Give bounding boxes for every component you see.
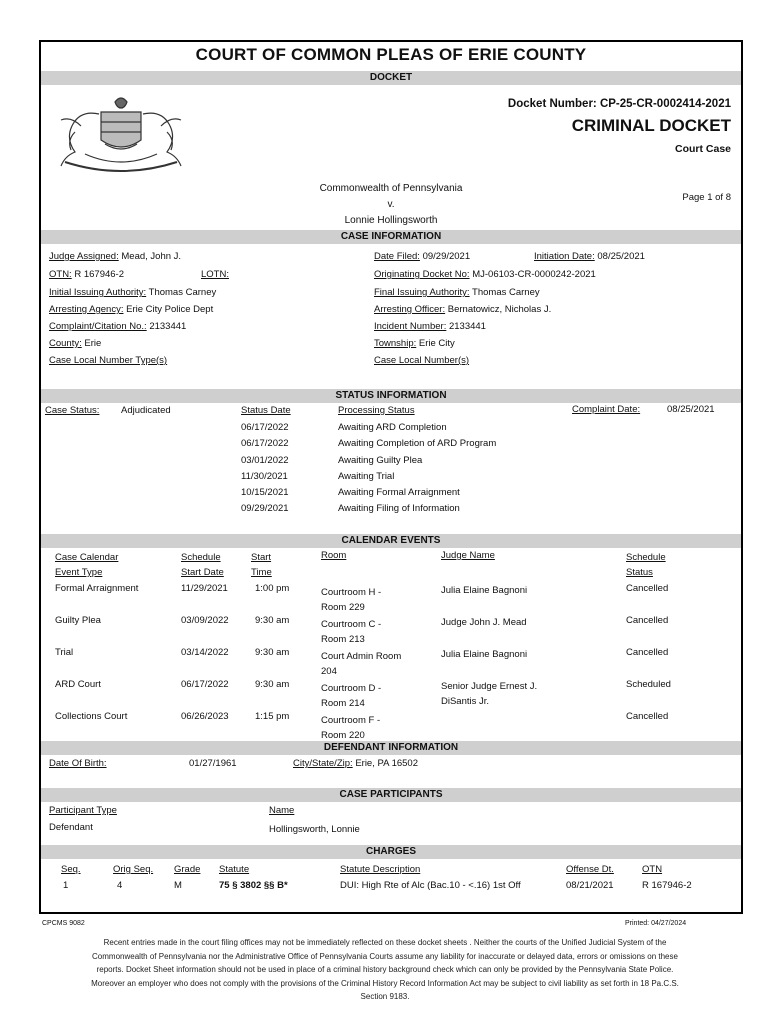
participant-name: Hollingsworth, Lonnie (269, 824, 360, 835)
final-issuing-authority: Final Issuing Authority: Thomas Carney (374, 287, 540, 298)
charges-bar: CHARGES (41, 845, 741, 859)
case-status-value: Adjudicated (121, 405, 171, 416)
initial-issuing-authority: Initial Issuing Authority: Thomas Carney (49, 287, 217, 298)
case-information-bar: CASE INFORMATION (41, 230, 741, 244)
defendant-information-bar: DEFENDANT INFORMATION (41, 741, 741, 755)
city-state-zip: City/State/Zip: Erie, PA 16502 (293, 758, 418, 769)
docket-number: Docket Number: CP-25-CR-0002414-2021 (507, 98, 731, 110)
start-time-header: Start Time (251, 552, 272, 578)
participant-type: Defendant (49, 822, 93, 833)
disclaimer: Recent entries made in the court filing offices may not be immediately reflected on these docket sheets . Neither the courts of the Unified Judicial System of the Commonwealth of Pennsylvania nor the Administrative Office of Pennsylvania Courts assume any liability for inaccurate or delayed data, errors or omissions on these reports. Docket Sheet information should not be used in place of a criminal history background check which can only be provided by the Pennsylvania State Police. Moreover an employer who does not comply with the provisions of the Criminal History Record Information Act may be subject to civil liability as set forth in 18 Pa.C.S. Section 9183. (91, 938, 679, 1001)
otn: OTN: R 167946-2 (49, 269, 124, 280)
schedule-status-header: Schedule Status (626, 552, 666, 578)
dob-value: 01/27/1961 (189, 758, 237, 769)
incident-number: Incident Number: 2133441 (374, 321, 486, 332)
county: County: Erie (49, 338, 102, 349)
lotn: LOTN: (201, 269, 229, 280)
case-local-numbers: Case Local Number(s) (374, 355, 470, 366)
status-date: 09/29/2021 (241, 503, 289, 515)
case-status: Case Status: (45, 405, 100, 416)
case-kind: Court Case (674, 143, 731, 155)
docket-type: CRIMINAL DOCKET (571, 116, 731, 135)
status-date: 10/15/2021 (241, 487, 289, 499)
charge-grade: M (174, 880, 182, 891)
page-number: Page 1 of 8 (682, 192, 731, 203)
processing-status: Awaiting ARD Completion (338, 422, 447, 433)
court-title: COURT OF COMMON PLEAS OF ERIE COUNTY (195, 45, 587, 64)
judge-name-header: Judge Name (441, 550, 495, 561)
processing-status: Awaiting Formal Arraignment (338, 487, 460, 499)
charge-seq-header: Seq. (61, 864, 81, 875)
charge-statute: 75 § 3802 §§ B* (219, 880, 288, 891)
charge-statute-header: Statute (219, 864, 250, 875)
event-type-header: Case Calendar Event Type (55, 552, 119, 578)
docket-frame: COURT OF COMMON PLEAS OF ERIE COUNTY DOCKET Docket Number: CP-25-CR-0002414-2021 CRIMINAL DOCKET Court Case Commonwealth of Pennsylvania v. Lonnie Hollingsworth Page 1 of 8 CASE INFORMATION Judge Assigned: Mead, John J. Date Filed: 09/29/2021 Initiation Date: 08/25/2021 OTN: R 167946-2 LOTN: Originating Docket No: MJ-06103-CR-0000242-2021 Initial Issuing Authority: Thomas Carney Final Issuing Authority: Thomas Carney Arresting Agency: Erie City Police Dept Arresting Officer: Bernatowicz, Nicholas J. Complaint/Citation No.: 2133441 Incident Number: 2133441 County: Erie Township: Erie City Case Local Number Type(s) Case Local Number(s) STATUS INFORMATION Case Status: Adjudicated Status Date Processing Status Complaint Date: 08/25/2021 06/17/2022 06/17/2022 03/01/2022 11/30/2021 10/15/2021 09/29/2021 Awaiting ARD Completion Awaiting Completion of ARD Program Awaiting Guilty Plea Awaiting Trial Awaiting Formal Arraignment Awaiting Filing of Information CALENDAR EVENTS Case Calendar Event Type Schedule Start Date Start Time Room Judge Name Schedule Status Formal Arraignment 11/29/2021 1:00 pm Courtroom H - Room 229 Julia Elaine Bagnoni Cancelled Guilty Plea 03/09/2022 9:30 am Courtroom C - Room 213 Judge John J. Mead Cancelled Trial 03/14/2022 9:30 am Court Admin Room 204 Julia Elaine Bagnoni Cancelled ARD Court 06/17/2022 9:30 am Courtroom D - Room 214 Senior Judge Ernest J. DiSantis Jr. Scheduled Collections Court 06/26/2023 1:15 pm Courtroom F - Room 220 Cancelled DEFENDANT INFORMATION Date Of Birth: 01/27/1961 City/State/Zip: Erie, PA 16502 CASE PARTICIPANTS Participant Type Name Defendant Hollingsworth, Lonnie CHARGES Seq. Orig Seq. Grade Statute Statute Description Offense Dt. OTN 1 4 M 75 § 3802 §§ B* DUI: High Rte of Alc (Bac.10 - <.16) 1st Off 08/21/2021 R 167946-2 (39, 40, 743, 914)
complaint-date-value: 08/25/2021 (667, 404, 715, 415)
processing-statuses (338, 420, 496, 518)
arresting-officer: Arresting Officer: Bernatowicz, Nicholas J. (374, 304, 552, 315)
status-date: 06/17/2022 (241, 422, 289, 433)
charge-offense-date: 08/21/2021 (566, 880, 614, 891)
charge-offense-date-header: Offense Dt. (566, 864, 614, 875)
schedule-start-date-header: Schedule Start Date (181, 552, 224, 578)
status-date-header: Status Date (241, 405, 291, 416)
status-dates (241, 420, 289, 518)
caption-versus: v. (387, 199, 395, 210)
charge-description: DUI: High Rte of Alc (Bac.10 - <.16) 1st Off (340, 880, 521, 891)
case-participants-bar: CASE PARTICIPANTS (41, 788, 741, 802)
docket-bar: DOCKET (41, 71, 741, 85)
originating-docket: Originating Docket No: MJ-06103-CR-0000242-2021 (374, 269, 596, 280)
processing-status: Awaiting Trial (338, 470, 395, 482)
participant-type-header: Participant Type (49, 805, 117, 816)
charge-grade-header: Grade (174, 864, 201, 875)
judge-assigned: Judge Assigned: Mead, John J. (49, 251, 182, 262)
charge-seq: 1 (63, 880, 69, 891)
room-header: Room (321, 550, 347, 561)
status-date: 11/30/2021 (241, 470, 288, 482)
participant-name-header: Name (269, 805, 295, 816)
initiation-date: Initiation Date: 08/25/2021 (534, 251, 645, 262)
charge-otn: R 167946-2 (642, 880, 692, 891)
arresting-agency: Arresting Agency: Erie City Police Dept (49, 304, 214, 315)
processing-status: Awaiting Completion of ARD Program (338, 438, 497, 450)
case-local-number-types: Case Local Number Type(s) (49, 355, 168, 366)
charge-orig-seq-header: Orig Seq. (113, 864, 154, 875)
printed-date: Printed: 04/27/2024 (625, 920, 687, 927)
charge-orig-seq: 4 (117, 880, 123, 891)
status-date: 06/17/2022 (241, 438, 289, 450)
complaint-citation: Complaint/Citation No.: 2133441 (49, 321, 187, 332)
township: Township: Erie City (374, 338, 455, 349)
form-id: CPCMS 9082 (42, 920, 85, 927)
dob-label: Date Of Birth: (49, 758, 107, 769)
charge-description-header: Statute Description (340, 864, 421, 875)
charge-otn-header: OTN (642, 864, 663, 875)
complaint-date-label: Complaint Date: (572, 404, 641, 415)
date-filed: Date Filed: 09/29/2021 (374, 251, 471, 262)
caption-plaintiff: Commonwealth of Pennsylvania (319, 183, 463, 194)
processing-status-header: Processing Status (338, 405, 415, 416)
processing-status: Awaiting Filing of Information (338, 503, 460, 515)
caption-defendant: Lonnie Hollingsworth (344, 215, 438, 226)
status-date: 03/01/2022 (241, 454, 289, 466)
calendar-events-bar: CALENDAR EVENTS (41, 534, 741, 548)
pennsylvania-coat-of-arms-icon (55, 92, 187, 182)
status-information-bar: STATUS INFORMATION (41, 389, 741, 403)
processing-status: Awaiting Guilty Plea (338, 454, 423, 466)
